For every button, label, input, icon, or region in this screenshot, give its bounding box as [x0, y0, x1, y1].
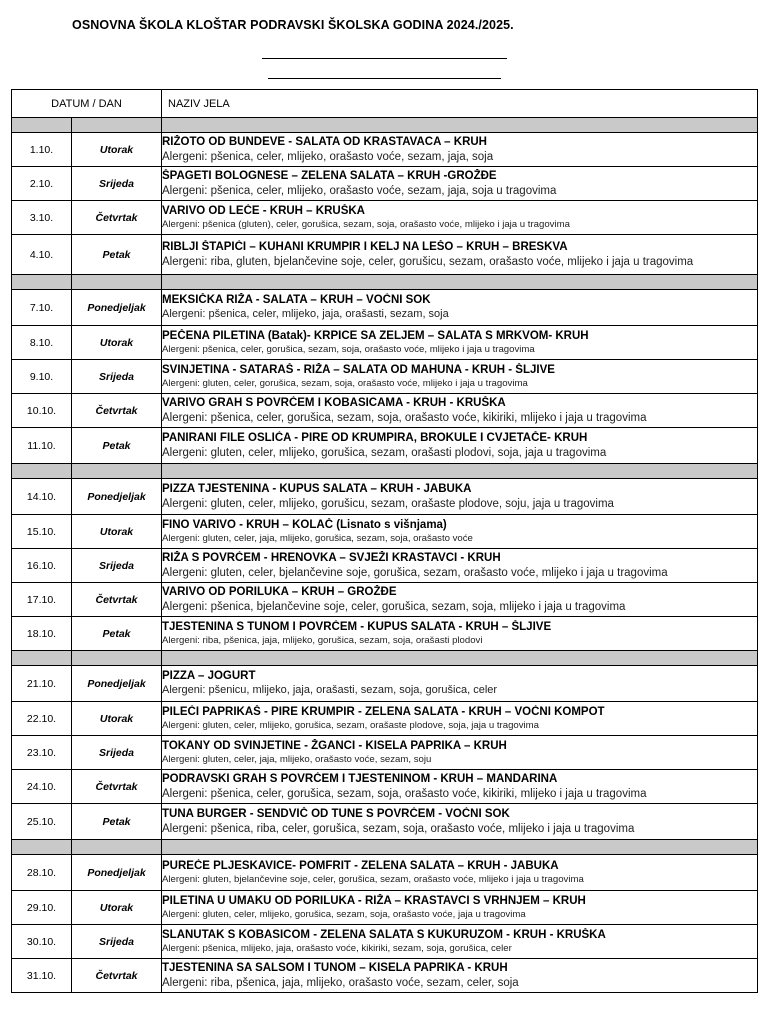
table-row — [12, 959, 758, 993]
day-cell: Petak — [72, 617, 162, 651]
day-cell: Utorak — [72, 702, 162, 736]
date-cell: 28.10. — [12, 855, 72, 891]
dish-name: VARIVO OD PORILUKA – KRUH – GROŽĐE — [162, 586, 397, 599]
separator-cell — [12, 118, 72, 133]
dish-cell — [162, 428, 758, 464]
dish-name: RIBLJI ŠTAPIĆI – KUHANI KRUMPIR I KELJ NA LEŠO – KRUH – BRESKVA — [162, 241, 568, 254]
allergens-text: Alergeni: gluten, bjelančevine soje, celer, gorušica, sezam, orašasto voće, mlijeko i jaja u tragovima — [162, 873, 584, 885]
dish-cell — [162, 167, 758, 201]
date-cell: 23.10. — [12, 736, 72, 770]
dish-cell — [162, 583, 758, 617]
separator-cell — [12, 464, 72, 479]
dish-cell — [162, 201, 758, 235]
table-row — [12, 133, 758, 167]
day-cell: Četvrtak — [72, 583, 162, 617]
table-row — [12, 201, 758, 235]
dish-name: FINO VARIVO - KRUH – KOLAČ (Lisnato s višnjama) — [162, 519, 447, 532]
day-cell: Petak — [72, 428, 162, 464]
table-row — [12, 666, 758, 702]
allergens-text: Alergeni: gluten, celer, mlijeko, gorušicu, sezam, orašaste plodove, soju, jaja u tragovima — [162, 497, 614, 510]
dish-cell — [162, 770, 758, 804]
day-cell: Ponedjeljak — [72, 479, 162, 515]
date-cell: 17.10. — [12, 583, 72, 617]
date-cell: 14.10. — [12, 479, 72, 515]
allergens-text: Alergeni: gluten, celer, gorušica, sezam, soja, orašasto voće, mlijeko i jaja u tragovima — [162, 377, 528, 389]
dish-cell — [162, 549, 758, 583]
day-cell: Četvrtak — [72, 770, 162, 804]
table-row — [12, 515, 758, 549]
day-cell: Utorak — [72, 133, 162, 167]
dish-cell — [162, 736, 758, 770]
day-cell: Ponedjeljak — [72, 666, 162, 702]
table-header-row — [12, 90, 758, 118]
day-cell: Srijeda — [72, 549, 162, 583]
dish-cell — [162, 326, 758, 360]
table-row — [12, 479, 758, 515]
dish-cell — [162, 394, 758, 428]
dish-name: RIŽOTO OD BUNDEVE - SALATA OD KRASTAVACA – KRUH — [162, 136, 487, 149]
week-separator — [12, 275, 758, 290]
allergens-text: Alergeni: pšenica, celer, gorušica, sezam, soja, orašasto voće, kikiriki, mlijeko i jaja u tragovima — [162, 787, 647, 800]
day-cell: Petak — [72, 235, 162, 275]
dish-name: PIZZA – JOGURT — [162, 670, 256, 683]
allergens-text: Alergeni: gluten, celer, jaja, mlijeko, orašasto voće, sezam, soju — [162, 753, 432, 765]
day-cell: Ponedjeljak — [72, 290, 162, 326]
separator-cell — [12, 651, 72, 666]
separator-cell — [72, 651, 162, 666]
dish-name: ŠPAGETI BOLOGNESE – ZELENA SALATA – KRUH -GROŽĐE — [162, 170, 497, 183]
allergens-text: Alergeni: riba, gluten, bjelančevine soje, celer, gorušicu, sezam, orašasto voće, mlijeko i jaja u tragovima — [162, 255, 694, 268]
week-separator — [12, 840, 758, 855]
dish-name: TJESTENINA SA SALSOM I TUNOM – KISELA PAPRIKA - KRUH — [162, 962, 508, 975]
dish-name: PANIRANI FILE OSLIĆA - PIRE OD KRUMPIRA, BROKULE I CVJETAČE- KRUH — [162, 432, 588, 445]
dish-cell — [162, 235, 758, 275]
separator-cell — [162, 840, 758, 855]
allergens-text: Alergeni: gluten, celer, mlijeko, gorušica, sezam, orašasti plodovi, soja, jaja u tragovima — [162, 446, 607, 459]
separator-cell — [162, 464, 758, 479]
date-cell: 1.10. — [12, 133, 72, 167]
allergens-text: Alergeni: pšenica, bjelančevine soje, celer, gorušica, sezam, soja, mlijeko i jaja u tragovima — [162, 600, 626, 613]
dish-name: TOKANY OD SVINJETINE - ŽGANCI - KISELA PAPRIKA – KRUH — [162, 740, 507, 753]
day-cell: Četvrtak — [72, 394, 162, 428]
table-row — [12, 770, 758, 804]
day-cell: Četvrtak — [72, 959, 162, 993]
allergens-text: Alergeni: pšenica, celer, mlijeko, jaja, orašasti, sezam, soja — [162, 307, 449, 320]
dish-name: SVINJETINA - SATARAŠ - RIŽA – SALATA OD MAHUNA - KRUH - ŠLJIVE — [162, 364, 555, 377]
allergens-text: Alergeni: gluten, celer, mlijeko, gorušica, sezam, soja, orašasto voće, jaja u tragovima — [162, 908, 526, 920]
allergens-text: Alergeni: pšenica, celer, mlijeko, orašasto voće, sezam, jaja, soja — [162, 150, 494, 163]
allergens-text: Alergeni: pšenica, celer, mlijeko, orašasto voće, sezam, jaja, soja u tragovima — [162, 184, 557, 197]
dish-name: TUNA BURGER - SENDVIČ OD TUNE S POVRĆEM - VOĆNI SOK — [162, 808, 510, 821]
document-title: OSNOVNA ŠKOLA KLOŠTAR PODRAVSKI ŠKOLSKA GODINA 2024./2025. — [72, 18, 514, 32]
date-cell: 15.10. — [12, 515, 72, 549]
allergens-text: Alergeni: pšenica, mlijeko, jaja, orašasto voće, kikiriki, sezam, soja, gorušica, celer — [162, 942, 512, 954]
dish-name: PILEĆI PAPRIKAŠ - PIRE KRUMPIR - ZELENA SALATA - KRUH – VOĆNI KOMPOT — [162, 706, 605, 719]
table-row — [12, 360, 758, 394]
dish-cell — [162, 702, 758, 736]
dish-cell — [162, 666, 758, 702]
allergens-text: Alergeni: gluten, celer, jaja, mlijeko, gorušica, sezam, soja, orašasto voće — [162, 532, 473, 544]
date-cell: 11.10. — [12, 428, 72, 464]
dish-cell — [162, 133, 758, 167]
date-cell: 24.10. — [12, 770, 72, 804]
signature-line-1 — [262, 58, 507, 59]
table-row — [12, 702, 758, 736]
date-cell: 22.10. — [12, 702, 72, 736]
table-row — [12, 925, 758, 959]
date-cell: 21.10. — [12, 666, 72, 702]
allergens-text: Alergeni: pšenica, celer, gorušica, sezam, soja, orašasto voće, mlijeko i jaja u tragovima — [162, 343, 535, 355]
dish-name: PIZZA TJESTENINA - KUPUS SALATA – KRUH - JABUKA — [162, 483, 472, 496]
date-cell: 9.10. — [12, 360, 72, 394]
table-row — [12, 617, 758, 651]
day-cell: Srijeda — [72, 736, 162, 770]
day-cell: Utorak — [72, 326, 162, 360]
date-cell: 29.10. — [12, 891, 72, 925]
date-cell: 16.10. — [12, 549, 72, 583]
table-row — [12, 428, 758, 464]
dish-name: VARIVO GRAH S POVRĆEM I KOBASICAMA - KRUH - KRUŠKA — [162, 397, 506, 410]
table-row — [12, 235, 758, 275]
table-row — [12, 583, 758, 617]
dish-cell — [162, 290, 758, 326]
table-row — [12, 549, 758, 583]
dish-cell — [162, 360, 758, 394]
dish-name: PEČENA PILETINA (Batak)- KRPICE SA ZELJEM – SALATA S MRKVOM- KRUH — [162, 330, 589, 343]
menu-body — [12, 118, 758, 993]
dish-cell — [162, 959, 758, 993]
separator-cell — [12, 840, 72, 855]
header-dish: NAZIV JELA — [162, 90, 758, 118]
table-row — [12, 891, 758, 925]
menu-table — [11, 89, 758, 993]
separator-cell — [162, 651, 758, 666]
separator-cell — [72, 275, 162, 290]
table-row — [12, 804, 758, 840]
dish-cell — [162, 804, 758, 840]
dish-cell — [162, 617, 758, 651]
allergens-text: Alergeni: riba, pšenica, jaja, mlijeko, orašasto voće, sezam, celer, soja — [162, 976, 519, 989]
table-row — [12, 326, 758, 360]
separator-cell — [72, 464, 162, 479]
header-date: DATUM / DAN — [12, 90, 162, 118]
day-cell: Srijeda — [72, 360, 162, 394]
date-cell: 18.10. — [12, 617, 72, 651]
dish-name: PUREĆE PLJESKAVICE- POMFRIT - ZELENA SALATA – KRUH - JABUKA — [162, 860, 559, 873]
separator-cell — [72, 840, 162, 855]
separator-cell — [72, 118, 162, 133]
date-cell: 4.10. — [12, 235, 72, 275]
week-separator — [12, 651, 758, 666]
allergens-text: Alergeni: pšenica, celer, gorušica, sezam, soja, orašasto voće, kikiriki, mlijeko i jaja u tragovima — [162, 411, 647, 424]
signature-line-2 — [268, 78, 501, 79]
table-row — [12, 167, 758, 201]
dish-name: PILETINA U UMAKU OD PORILUKA - RIŽA – KRASTAVCI S VRHNJEM – KRUH — [162, 895, 586, 908]
dish-name: TJESTENINA S TUNOM I POVRĆEM - KUPUS SALATA - KRUH – ŠLJIVE — [162, 621, 552, 634]
table-row — [12, 290, 758, 326]
date-cell: 3.10. — [12, 201, 72, 235]
week-separator — [12, 464, 758, 479]
allergens-text: Alergeni: gluten, celer, mlijeko, gorušica, sezam, orašaste plodove, soja, jaja u tragovima — [162, 719, 540, 731]
dish-cell — [162, 855, 758, 891]
dish-name: VARIVO OD LEĆE - KRUH – KRUŠKA — [162, 205, 365, 218]
separator-cell — [162, 118, 758, 133]
date-cell: 30.10. — [12, 925, 72, 959]
dish-cell — [162, 479, 758, 515]
date-cell: 7.10. — [12, 290, 72, 326]
dish-name: PODRAVSKI GRAH S POVRĆEM I TJESTENINOM - KRUH – MANDARINA — [162, 773, 558, 786]
day-cell: Četvrtak — [72, 201, 162, 235]
dish-cell — [162, 891, 758, 925]
day-cell: Utorak — [72, 515, 162, 549]
separator-cell — [12, 275, 72, 290]
date-cell: 2.10. — [12, 167, 72, 201]
day-cell: Utorak — [72, 891, 162, 925]
dish-name: RIŽA S POVRĆEM - HRENOVKA – SVJEŽI KRASTAVCI - KRUH — [162, 552, 501, 565]
table-row — [12, 855, 758, 891]
date-cell: 25.10. — [12, 804, 72, 840]
separator-cell — [162, 275, 758, 290]
allergens-text: Alergeni: gluten, celer, bjelančevine soje, gorušica, sezam, orašasto voće, mlijeko i jaja u tragovima — [162, 566, 668, 579]
allergens-text: Alergeni: pšenicu, mlijeko, jaja, orašasti, sezam, soja, gorušica, celer — [162, 683, 498, 696]
date-cell: 31.10. — [12, 959, 72, 993]
dish-name: MEKSIČKA RIŽA - SALATA – KRUH – VOĆNI SOK — [162, 294, 431, 307]
dish-cell — [162, 925, 758, 959]
table-row — [12, 394, 758, 428]
dish-name: SLANUTAK S KOBASICOM - ZELENA SALATA S KUKURUZOM - KRUH - KRUŠKA — [162, 929, 606, 942]
day-cell: Ponedjeljak — [72, 855, 162, 891]
day-cell: Srijeda — [72, 167, 162, 201]
day-cell: Petak — [72, 804, 162, 840]
day-cell: Srijeda — [72, 925, 162, 959]
week-separator — [12, 118, 758, 133]
date-cell: 8.10. — [12, 326, 72, 360]
allergens-text: Alergeni: pšenica, riba, celer, gorušica, sezam, soja, orašasto voće, mlijeko i jaja u tragovima — [162, 822, 635, 835]
allergens-text: Alergeni: pšenica (gluten), celer, gorušica, sezam, soja, orašasto voće, mlijeko i jaja u tragovima — [162, 218, 570, 230]
table-row — [12, 736, 758, 770]
allergens-text: Alergeni: riba, pšenica, jaja, mlijeko, gorušica, sezam, soja, orašasti plodovi — [162, 634, 483, 646]
dish-cell — [162, 515, 758, 549]
date-cell: 10.10. — [12, 394, 72, 428]
